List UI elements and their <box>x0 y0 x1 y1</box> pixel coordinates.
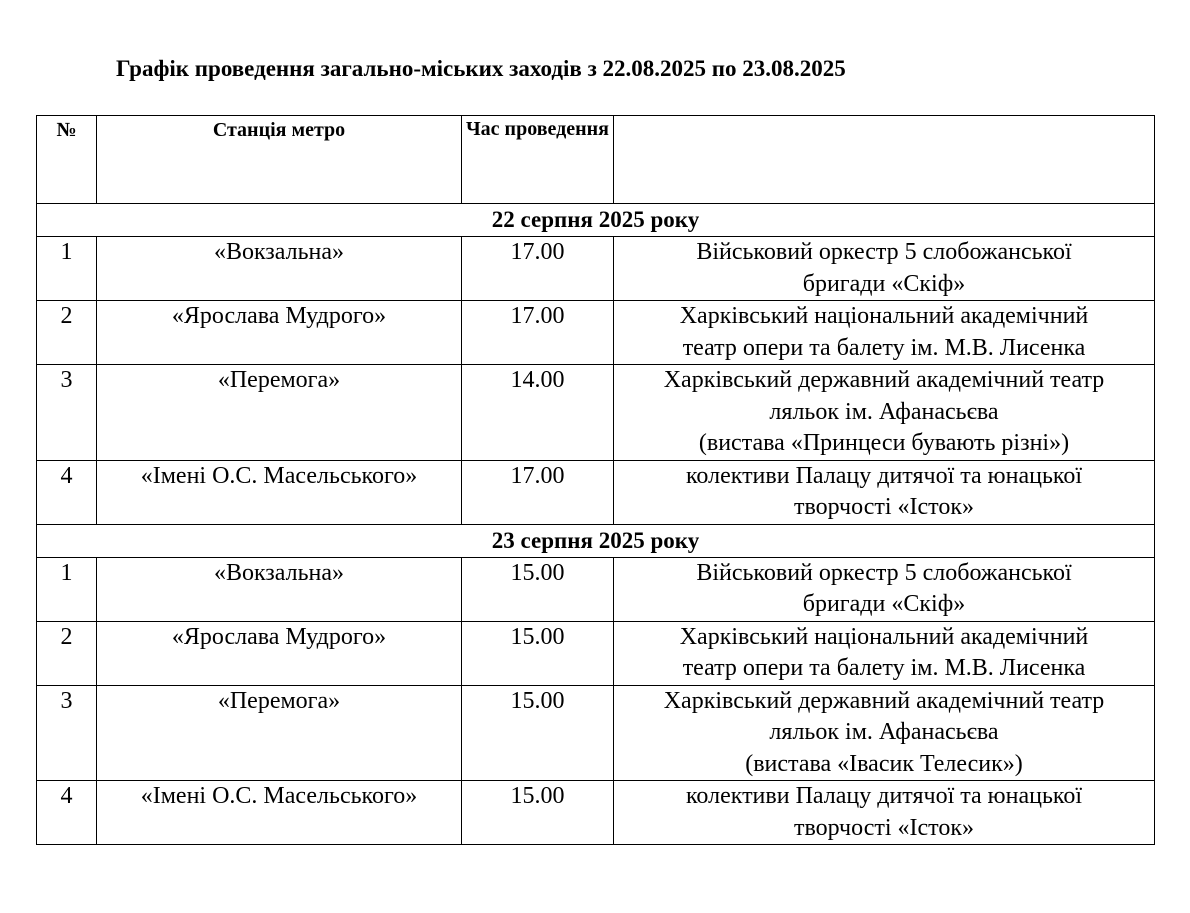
event-description-cell <box>614 621 1155 685</box>
day-section-row <box>37 204 1155 237</box>
event-description-line: Військовий оркестр 5 слобожанської <box>696 239 1072 265</box>
row-number-cell: 1 <box>37 237 97 301</box>
event-time-cell: 17.00 <box>462 301 614 365</box>
header-number: № <box>37 116 97 204</box>
event-description-cell <box>614 365 1155 461</box>
metro-station-cell: «Вокзальна» <box>97 237 462 301</box>
event-description-line: колективи Палацу дитячої та юнацької <box>685 462 1083 489</box>
day-heading: 22 серпня 2025 року <box>37 204 1155 237</box>
table-row <box>37 781 1155 845</box>
event-description-line: творчості «Істок» <box>793 494 974 520</box>
row-number-cell: 1 <box>37 557 97 621</box>
event-description-cell <box>614 237 1155 301</box>
metro-station-cell: «Вокзальна» <box>97 557 462 621</box>
row-number-cell: 2 <box>37 621 97 685</box>
event-time-cell: 15.00 <box>462 781 614 845</box>
row-number-cell: 4 <box>37 460 97 524</box>
event-description-cell <box>614 557 1155 621</box>
event-time-cell: 14.00 <box>462 365 614 461</box>
event-time-cell: 17.00 <box>462 460 614 524</box>
event-description-cell <box>614 301 1155 365</box>
table-row <box>37 365 1155 461</box>
table-row <box>37 685 1155 781</box>
table-header-row <box>37 116 1155 204</box>
metro-station-cell: «Імені О.С. Масельського» <box>97 781 462 845</box>
event-description-line: Харківський національний академічний <box>679 303 1089 329</box>
event-description-line: (вистава «Принцеси бувають різні») <box>698 430 1070 456</box>
row-number-cell: 3 <box>37 685 97 781</box>
event-description-line: творчості «Істок» <box>793 814 974 841</box>
event-description-line: ляльок ім. Афанасьєва <box>769 719 999 745</box>
event-time-cell: 17.00 <box>462 237 614 301</box>
metro-station-cell: «Перемога» <box>97 685 462 781</box>
event-time-cell: 15.00 <box>462 621 614 685</box>
event-description-line: театр опери та балету ім. М.В. Лисенка <box>682 334 1086 361</box>
table-row <box>37 237 1155 301</box>
event-description-line: бригади «Скіф» <box>802 591 966 617</box>
table-body <box>37 204 1155 845</box>
metro-station-cell: «Ярослава Мудрого» <box>97 301 462 365</box>
event-description-line: театр опери та балету ім. М.В. Лисенка <box>682 655 1086 681</box>
metro-station-cell: «Ярослава Мудрого» <box>97 621 462 685</box>
event-description-line: Харківський державний академічний театр <box>663 367 1105 393</box>
event-description-line: Харківський державний академічний театр <box>663 687 1105 714</box>
table-row <box>37 460 1155 524</box>
table-row <box>37 557 1155 621</box>
table-row <box>37 301 1155 365</box>
event-time-cell: 15.00 <box>462 557 614 621</box>
row-number-cell: 4 <box>37 781 97 845</box>
document-title: Графік проведення загально-міських заходів з 22.08.2025 по 23.08.2025 <box>116 56 846 81</box>
event-description-line: бригади «Скіф» <box>802 270 966 297</box>
header-time: Час проведення <box>462 116 614 204</box>
row-number-cell: 2 <box>37 301 97 365</box>
event-description-line: Військовий оркестр 5 слобожанської <box>696 559 1072 586</box>
event-description-cell <box>614 685 1155 781</box>
header-event <box>614 116 1155 204</box>
metro-station-cell: «Імені О.С. Масельського» <box>97 460 462 524</box>
day-heading: 23 серпня 2025 року <box>37 524 1155 557</box>
row-number-cell: 3 <box>37 365 97 461</box>
event-description-cell <box>614 460 1155 524</box>
header-metro-station: Станція метро <box>97 116 462 204</box>
metro-station-cell: «Перемога» <box>97 365 462 461</box>
event-description-line: колективи Палацу дитячої та юнацької <box>685 783 1083 809</box>
events-schedule-table <box>36 115 1155 845</box>
event-description-cell <box>614 781 1155 845</box>
event-description-line: ляльок ім. Афанасьєва <box>769 398 999 425</box>
event-description-line: Харківський національний академічний <box>679 623 1089 650</box>
table-row <box>37 621 1155 685</box>
event-time-cell: 15.00 <box>462 685 614 781</box>
event-description-line: (вистава «Івасик Телесик») <box>745 750 1023 777</box>
day-section-row <box>37 524 1155 557</box>
